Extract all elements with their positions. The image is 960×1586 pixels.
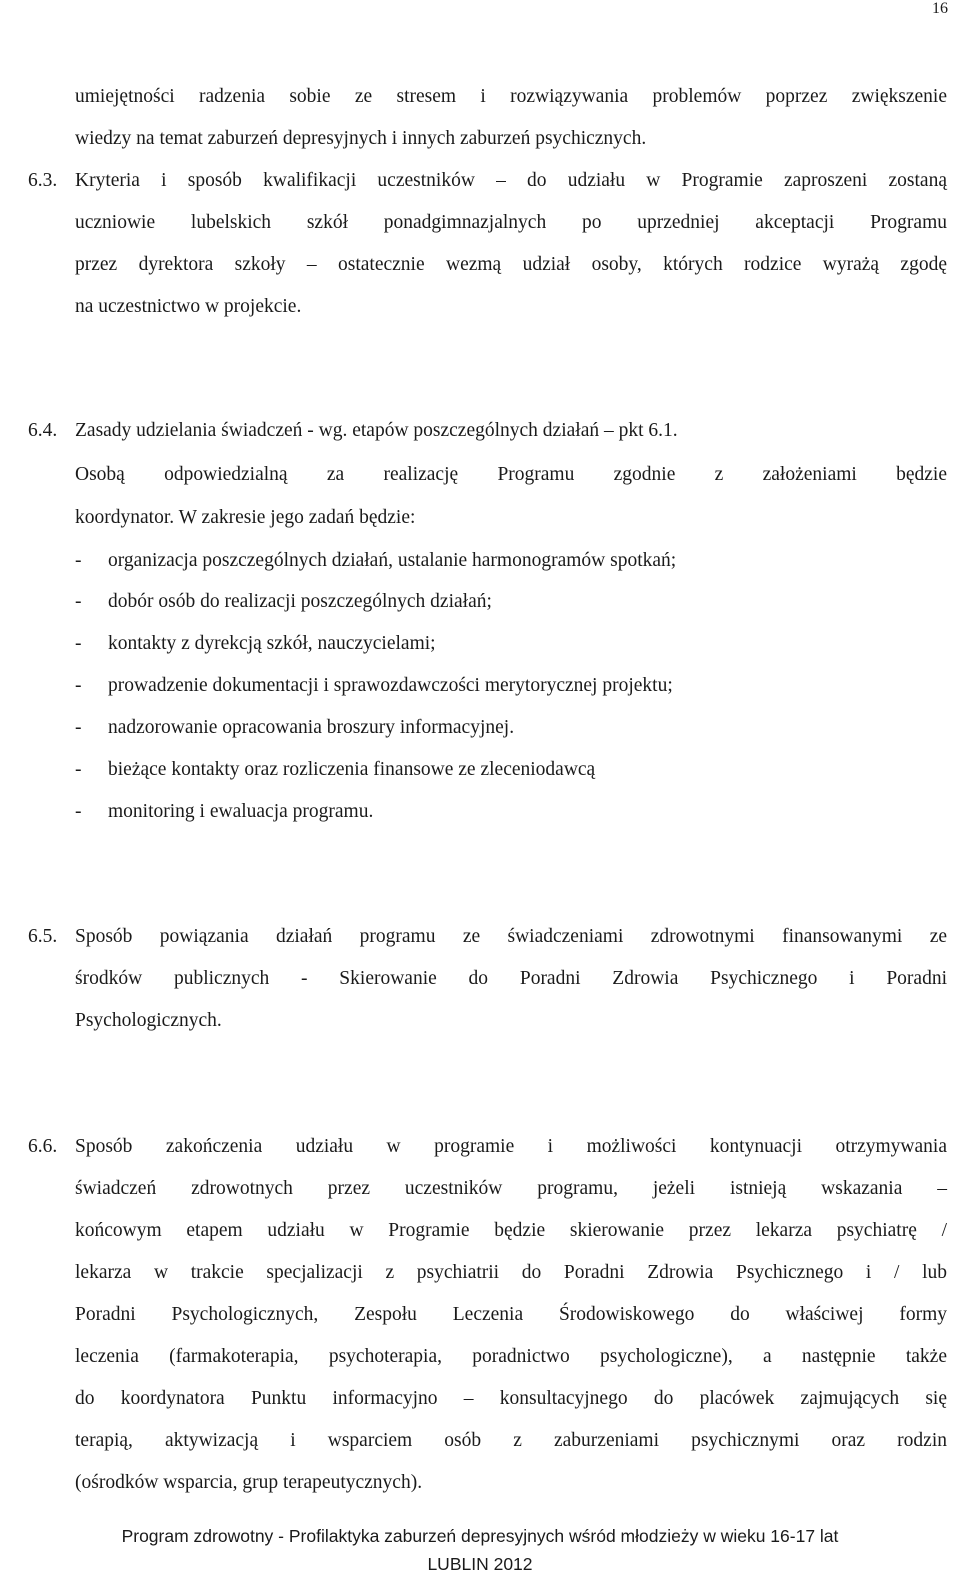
text-line: lekarza w trakcie specjalizacji z psychiatrii do Poradni Zdrowia Psychicznego i / lub <box>75 1262 947 1283</box>
list-bullet: - <box>75 801 82 822</box>
section-number: 6.3. <box>28 170 58 191</box>
text-line: (ośrodków wsparcia, grup terapeutycznych). <box>75 1472 423 1493</box>
text-line: Osobą odpowiedzialną za realizację Programu zgodnie z założeniami będzie <box>75 464 947 485</box>
list-item: dobór osób do realizacji poszczególnych działań; <box>108 591 492 612</box>
text-line: umiejętności radzenia sobie ze stresem i rozwiązywania problemów poprzez zwiększenie <box>75 86 947 107</box>
section-heading: Zasady udzielania świadczeń - wg. etapów poszczególnych działań – pkt 6.1. <box>75 420 678 441</box>
list-bullet: - <box>75 759 82 780</box>
list-bullet: - <box>75 591 82 612</box>
list-item: organizacja poszczególnych działań, ustalanie harmonogramów spotkań; <box>108 550 677 571</box>
text-line: Psychologicznych. <box>75 1010 222 1031</box>
text-line: Kryteria i sposób kwalifikacji uczestników – do udziału w Programie zaproszeni zostaną <box>75 170 947 191</box>
footer-title: Program zdrowotny - Profilaktyka zaburzeń depresyjnych wśród młodzieży w wieku 16-17 lat <box>121 1526 839 1546</box>
page-number: 16 <box>932 0 948 17</box>
list-item: nadzorowanie opracowania broszury informacyjnej. <box>108 717 515 738</box>
list-item: monitoring i ewaluacja programu. <box>108 801 374 822</box>
list-bullet: - <box>75 717 82 738</box>
text-line: Poradni Psychologicznych, Zespołu Leczenia Środowiskowego do właściwej formy <box>75 1304 947 1325</box>
text-line: środków publicznych - Skierowanie do Poradni Zdrowia Psychicznego i Poradni <box>75 968 947 989</box>
text-line: leczenia (farmakoterapia, psychoterapia, poradnictwo psychologiczne), a następnie także <box>75 1346 947 1367</box>
text-line: Sposób powiązania działań programu ze świadczeniami zdrowotnymi finansowanymi ze <box>75 926 947 947</box>
section-number: 6.4. <box>28 420 58 441</box>
text-line: Sposób zakończenia udziału w programie i możliwości kontynuacji otrzymywania <box>75 1136 947 1157</box>
text-line: uczniowie lubelskich szkół ponadgimnazjalnych po uprzedniej akceptacji Programu <box>75 212 947 233</box>
list-bullet: - <box>75 675 82 696</box>
list-item: kontakty z dyrekcją szkół, nauczycielami; <box>108 633 436 654</box>
list-bullet: - <box>75 633 82 654</box>
text-line: przez dyrektora szkoły – ostatecznie wezmą udział osoby, których rodzice wyrażą zgodę <box>75 254 947 275</box>
text-line: koordynator. W zakresie jego zadań będzie: <box>75 507 416 528</box>
text-line: na uczestnictwo w projekcie. <box>75 296 302 317</box>
section-number: 6.5. <box>28 926 58 947</box>
text-line: świadczeń zdrowotnych przez uczestników programu, jeżeli istnieją wskazania – <box>75 1178 947 1199</box>
list-item: prowadzenie dokumentacji i sprawozdawczości merytorycznej projektu; <box>108 675 673 696</box>
text-line: do koordynatora Punktu informacyjno – konsultacyjnego do placówek zajmujących się <box>75 1388 947 1409</box>
footer-place-year: LUBLIN 2012 <box>427 1554 533 1574</box>
text-line: wiedzy na temat zaburzeń depresyjnych i innych zaburzeń psychicznych. <box>75 128 647 149</box>
text-line: terapią, aktywizacją i wsparciem osób z zaburzeniami psychicznymi oraz rodzin <box>75 1430 947 1451</box>
list-item: bieżące kontakty oraz rozliczenia finansowe ze zleceniodawcą <box>108 759 596 780</box>
list-bullet: - <box>75 550 82 571</box>
section-number: 6.6. <box>28 1136 58 1157</box>
text-line: końcowym etapem udziału w Programie będzie skierowanie przez lekarza psychiatrę / <box>75 1220 947 1241</box>
